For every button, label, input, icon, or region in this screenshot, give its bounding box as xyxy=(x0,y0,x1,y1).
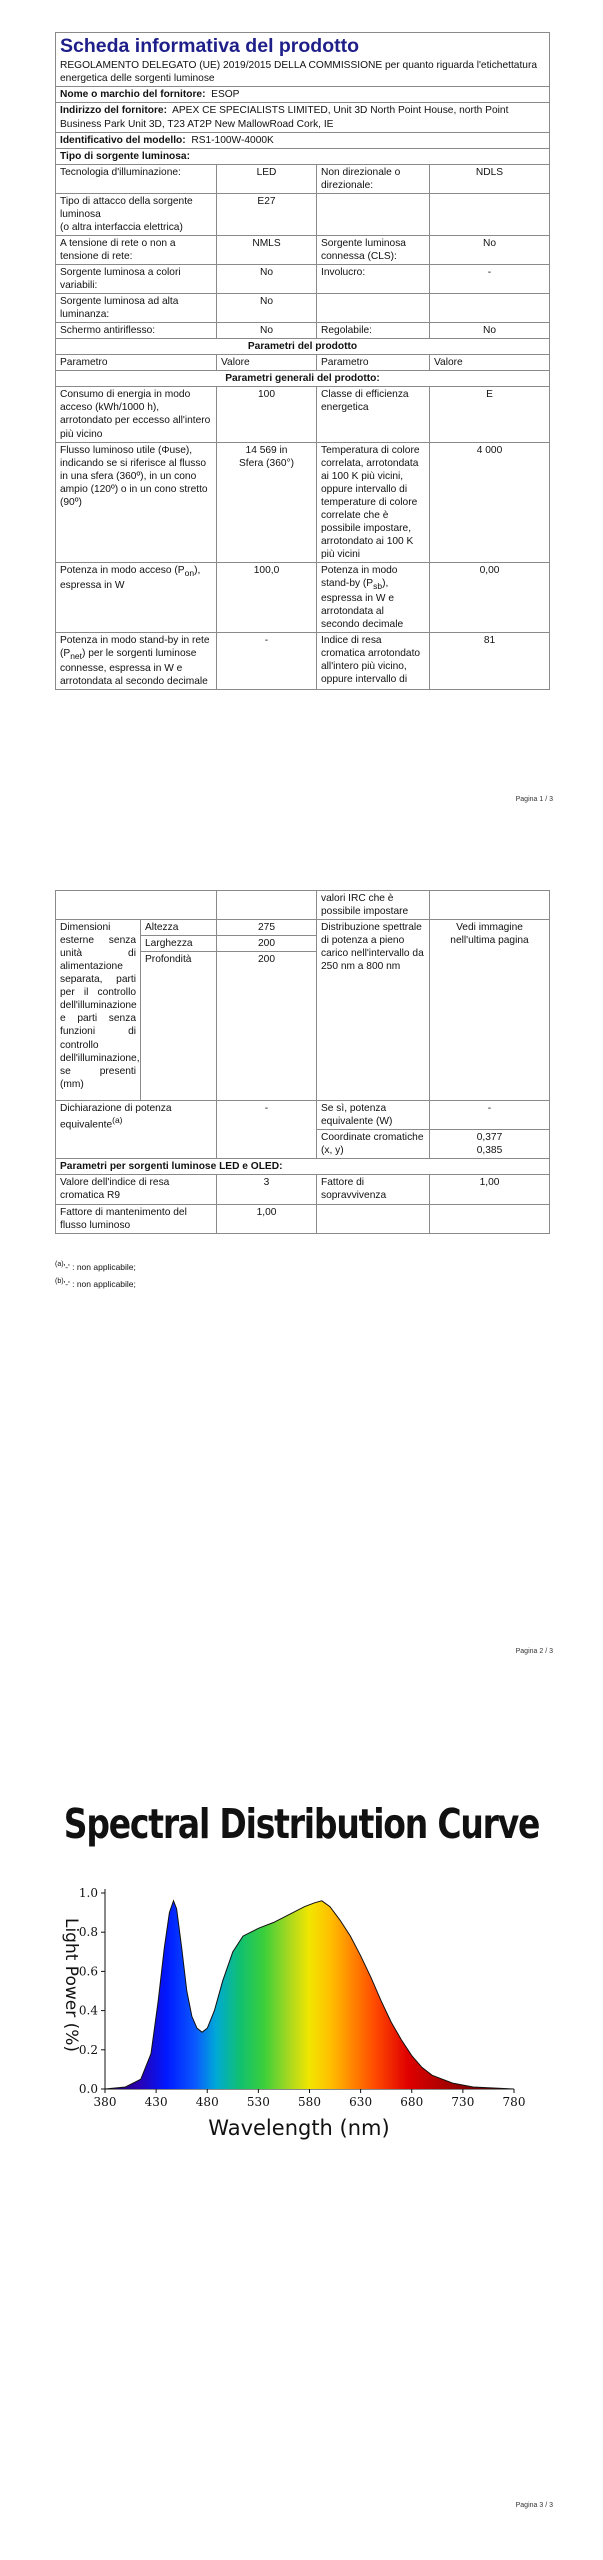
energy-value: 100 xyxy=(217,387,317,442)
y-tick-label: 0.8 xyxy=(78,1925,98,1940)
col-param-header: Parametro xyxy=(317,355,430,371)
dimmable-value: No xyxy=(430,323,550,339)
spectral-distribution-chart xyxy=(44,1865,534,2145)
cct-label: Temperatura di colore correlata, arrotondata ai 100 K più vicini, oppure intervallo di temperature di colore correlate che è possibile impostare, arrotondato ai 100 K più vicini xyxy=(317,442,430,562)
highlum-label: Sorgente luminosa ad alta luminanza: xyxy=(56,294,217,323)
cap-label: Tipo di attacco della sorgente luminosa xyxy=(60,195,193,220)
x-tick-label: 730 xyxy=(451,2095,475,2109)
height-label: Altezza xyxy=(141,920,217,936)
r9-label: Valore dell'indice di resa cromatica R9 xyxy=(56,1175,217,1204)
maint-value: 1,00 xyxy=(217,1204,317,1233)
eq-watt-value: - xyxy=(430,1101,550,1130)
empty-cell xyxy=(317,294,430,323)
spectrum-area xyxy=(105,1901,514,2089)
params-title: Parametri del prodotto xyxy=(56,339,550,355)
x-axis-label: Wavelength (nm) xyxy=(208,2116,390,2140)
page-number: Pagina 2 / 3 xyxy=(515,1648,553,1655)
empty-cell xyxy=(430,891,550,920)
network-standby-value: - xyxy=(217,633,317,690)
envelope-value: - xyxy=(430,265,550,294)
supplier-name-label: Nome o marchio del fornitore: xyxy=(60,89,206,101)
cct-value: 4 000 xyxy=(430,442,550,562)
eq-power-label: Dichiarazione di potenza equivalente$^{(a)}$ xyxy=(56,1101,217,1159)
chroma-value xyxy=(430,1130,550,1159)
depth-value: 200 xyxy=(217,952,317,1101)
flux-value xyxy=(217,442,317,562)
cri-label-cont: valori IRC che è possibile impostare xyxy=(317,891,430,920)
supplier-address-label: Indirizzo del fornitore: xyxy=(60,105,167,117)
width-label: Larghezza xyxy=(141,936,217,952)
depth-label: Profondità xyxy=(141,952,217,1101)
nondir-label: Non direzionale o direzionale: xyxy=(317,164,430,193)
spd-value: Vedi immagine nell'ultima pagina xyxy=(430,920,550,1101)
colour-value: No xyxy=(217,265,317,294)
supplier-address: APEX CE SPECIALISTS LIMITED, Unit 3D North Point House, north Point Business Park Unit 3D, T23 AT2P New MallowRoad Cork, IE xyxy=(60,105,509,130)
cap-sub-label: (o altra interfaccia elettrica) xyxy=(60,221,183,233)
survival-value: 1,00 xyxy=(430,1175,550,1204)
cls-value: No xyxy=(430,235,550,264)
model-row xyxy=(56,132,550,148)
envelope-label: Involucro: xyxy=(317,265,430,294)
colour-label: Sorgente luminosa a colori variabili: xyxy=(56,265,217,294)
cap-value: E27 xyxy=(217,193,317,235)
y-tick-label: 0.0 xyxy=(78,2082,98,2096)
on-power-value: 100,0 xyxy=(217,562,317,632)
x-tick-label: 630 xyxy=(349,2095,373,2109)
mains-label: A tensione di rete o non a tensione di rete: xyxy=(56,235,217,264)
supplier-address-row xyxy=(56,103,550,132)
model-identifier: RS1-100W-4000K xyxy=(191,134,274,146)
standby-power-label: Potenza in modo stand-by $(P_{sb})$, espressa in W e arrotondata al secondo decimale xyxy=(317,562,430,632)
col-value-header: Valore xyxy=(217,355,317,371)
x-tick-label: 680 xyxy=(400,2095,424,2109)
footnote-a: $^{(a)}$'-' : non applicabile; xyxy=(55,1260,136,1272)
title-cell xyxy=(56,33,550,87)
col-param-header: Parametro xyxy=(56,355,217,371)
y-tick-label: 0.6 xyxy=(78,1964,98,1979)
y-tick-label: 0.4 xyxy=(78,2003,98,2018)
chroma-y: 0,385 xyxy=(476,1145,503,1157)
y-tick-label: 1.0 xyxy=(78,1886,98,1900)
highlum-value: No xyxy=(217,294,317,323)
width-value: 200 xyxy=(217,936,317,952)
x-tick-label: 780 xyxy=(502,2095,526,2109)
antiglare-value: No xyxy=(217,323,317,339)
chart-title: Spectral Distribution Curve xyxy=(63,1799,540,1848)
flux-label: Flusso luminoso utile (Φuse), indicando se si riferisce al flusso in una sfera (360º), in un cono ampio (120º) o in un cono stretto (90º) xyxy=(56,442,217,562)
empty-cell xyxy=(56,891,217,920)
survival-label: Fattore di sopravvivenza xyxy=(317,1175,430,1204)
class-label: Classe di efficienza energetica xyxy=(317,387,430,442)
empty-cell xyxy=(430,294,550,323)
spd-label: Distribuzione spettrale di potenza a pieno carico nell'intervallo da 250 nm a 800 nm xyxy=(317,920,430,1101)
regulation-text: REGOLAMENTO DELEGATO (UE) 2019/2015 DELLA COMMISSIONE per quanto riguarda l'etichettatura energetica delle sorgenti luminose xyxy=(60,60,537,85)
flux-value-line2: Sfera (360°) xyxy=(238,457,295,469)
x-tick-label: 580 xyxy=(298,2095,321,2109)
led-params-title: Parametri per sorgenti luminose LED e OLED: xyxy=(56,1159,550,1175)
eq-watt-label: Se sì, potenza equivalente (W) xyxy=(317,1101,430,1130)
empty-cell xyxy=(317,193,430,235)
maint-label: Fattore di mantenimento del flusso luminoso xyxy=(56,1204,217,1233)
energy-label: Consumo di energia in modo acceso (kWh/1000 h), arrotondato per eccesso all'intero più vicino xyxy=(56,387,217,442)
nondir-value: NDLS xyxy=(430,164,550,193)
flux-value-line1: 14 569 in xyxy=(245,444,288,456)
footnotes xyxy=(55,1258,136,1292)
empty-cell xyxy=(217,891,317,920)
standby-power-value: 0,00 xyxy=(430,562,550,632)
tech-label: Tecnologia d'illuminazione: xyxy=(56,164,217,193)
supplier-name: ESOP xyxy=(211,89,240,101)
model-label: Identificativo del modello: xyxy=(60,134,186,146)
antiglare-label: Schermo antiriflesso: xyxy=(56,323,217,339)
footnote-b: $^{(b)}$'-' : non applicabile; xyxy=(55,1276,136,1289)
y-tick-label: 0.2 xyxy=(78,2042,98,2057)
col-value-header: Valore xyxy=(430,355,550,371)
class-value: E xyxy=(430,387,550,442)
chroma-label: Coordinate cromatiche (x, y) xyxy=(317,1130,430,1159)
source-type-label: Tipo di sorgente luminosa: xyxy=(56,148,550,164)
x-tick-label: 530 xyxy=(246,2095,270,2109)
x-tick-label: 430 xyxy=(144,2095,168,2109)
product-info-table-page2 xyxy=(55,890,550,1234)
empty-cell xyxy=(317,1204,430,1233)
page-number: Pagina 3 / 3 xyxy=(515,2502,553,2509)
height-value: 275 xyxy=(217,920,317,936)
empty-cell xyxy=(430,1204,550,1233)
r9-value: 3 xyxy=(217,1175,317,1204)
cap-cell xyxy=(56,193,217,235)
mains-value: NMLS xyxy=(217,235,317,264)
empty-cell xyxy=(430,193,550,235)
cls-label: Sorgente luminosa connessa (CLS): xyxy=(317,235,430,264)
x-tick-label: 380 xyxy=(93,2095,117,2109)
tech-value: LED xyxy=(217,164,317,193)
chroma-x: 0,377 xyxy=(476,1132,503,1144)
y-axis-label: Light Power (%) xyxy=(61,1917,81,2053)
dimmable-label: Regolabile: xyxy=(317,323,430,339)
cri-label: Indice di resa cromatica arrotondato all'intero più vicino, oppure intervallo di xyxy=(317,633,430,690)
network-standby-label: Potenza in modo stand-by in rete $(P_{net})$ per le sorgenti luminose connesse, espressa in W e arrotondata al secondo decimale xyxy=(56,633,217,690)
page-number: Pagina 1 / 3 xyxy=(515,796,553,803)
page-title: Scheda informativa del prodotto xyxy=(60,35,360,57)
dims-label: Dimensioni esterne senza unità di alimentazione separata, parti per il controllo dell'illuminazione e parti senza funzioni di controllo dell'illuminazione, se presenti (mm) xyxy=(56,920,141,1101)
on-power-label: Potenza in modo acceso $(P_{on})$, espressa in W xyxy=(56,562,217,632)
general-params-title: Parametri generali del prodotto: xyxy=(56,371,550,387)
product-info-table-page1 xyxy=(55,32,550,690)
eq-power-value: - xyxy=(217,1101,317,1159)
supplier-name-row xyxy=(56,87,550,103)
x-tick-label: 480 xyxy=(195,2095,219,2109)
cri-value: 81 xyxy=(430,633,550,690)
